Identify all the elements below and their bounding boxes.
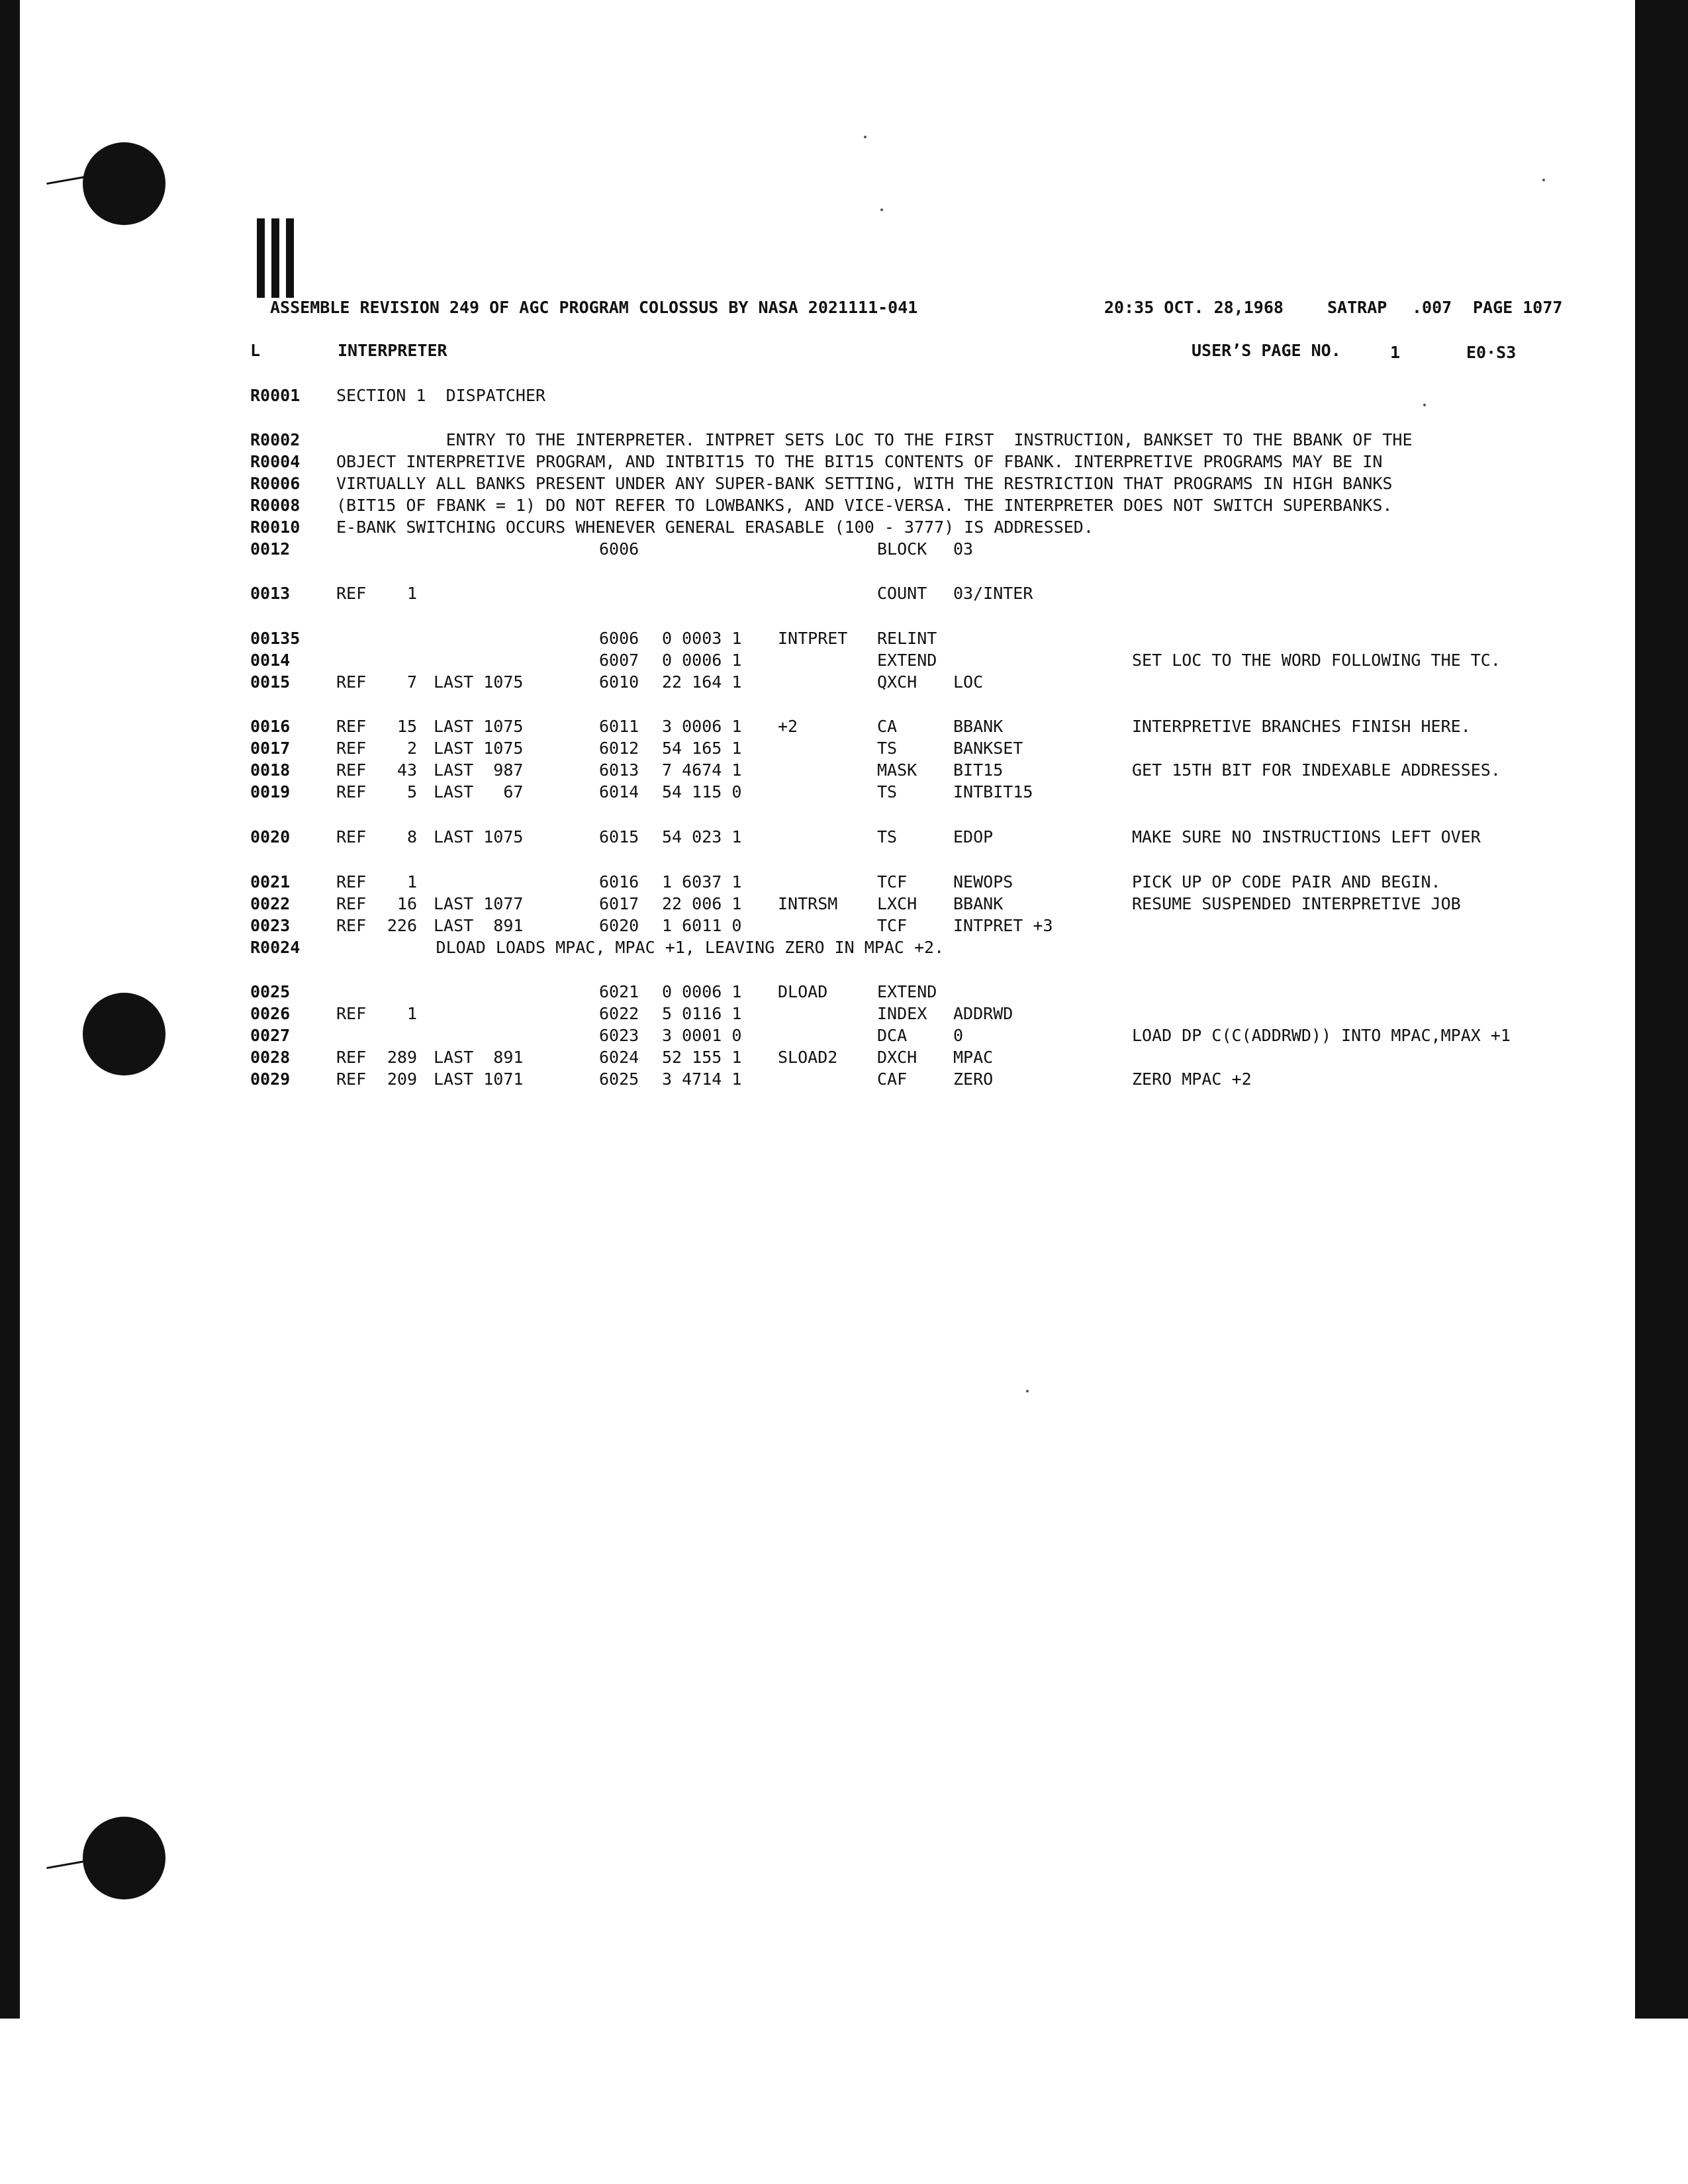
user-page-label: USER’S PAGE NO. [1192, 341, 1341, 360]
listing-row [0, 982, 1589, 1002]
opcode: TS [877, 827, 898, 846]
line-id: 0016 [250, 717, 291, 736]
binding-mark [271, 218, 279, 298]
line-id: R0004 [250, 452, 301, 471]
ref-count: 1 [406, 872, 417, 891]
ref-count: 5 [406, 782, 417, 801]
operand: BIT15 [953, 760, 1004, 780]
ref-label: REF [336, 760, 367, 780]
line-id: R0024 [250, 938, 301, 957]
operand: 03 [953, 539, 974, 559]
symbol-label: INTPRET [778, 629, 848, 648]
punch-hole-bottom [83, 1817, 165, 1899]
ref-label: REF [336, 717, 367, 736]
symbol-label: SLOAD2 [778, 1048, 838, 1067]
octal-code: 3 0001 0 [662, 1026, 742, 1045]
ref-count: 1 [406, 584, 417, 603]
listing-row [0, 938, 1589, 958]
ref-count: 8 [406, 827, 417, 846]
ref-count: 226 [387, 916, 417, 935]
operand: BBANK [953, 717, 1004, 736]
listing-row [0, 518, 1589, 537]
line-text: (BIT15 OF FBANK = 1) DO NOT REFER TO LOWBANKS, AND VICE-VERSA. THE INTERPRETER DOES NOT SWITCH SUPERBANKS. [336, 496, 1393, 515]
last-ref: LAST 1075 [434, 717, 524, 736]
address: 6023 [599, 1026, 639, 1045]
comment: ZERO MPAC +2 [1132, 1069, 1252, 1089]
opcode: TCF [877, 916, 908, 935]
opcode: QXCH [877, 672, 917, 692]
octal-code: 1 6037 1 [662, 872, 742, 891]
ref-label: REF [336, 672, 367, 692]
listing-row [0, 916, 1589, 936]
ref-count: 289 [387, 1048, 417, 1067]
line-id: 00135 [250, 629, 301, 648]
operand: MPAC [953, 1048, 994, 1067]
line-id: 0018 [250, 760, 291, 780]
octal-code: 0 0006 1 [662, 651, 742, 670]
ref-count: 7 [406, 672, 417, 692]
opcode: EXTEND [877, 982, 937, 1001]
line-id: 0014 [250, 651, 291, 670]
last-ref: LAST 1075 [434, 672, 524, 692]
operand: BBANK [953, 894, 1004, 913]
operand: 0 [953, 1026, 964, 1045]
scan-speck [864, 136, 867, 138]
operand: NEWOPS [953, 872, 1013, 891]
header-title-line: ASSEMBLE REVISION 249 OF AGC PROGRAM COLOSSUS BY NASA 2021111-041 [270, 298, 918, 317]
line-text: OBJECT INTERPRETIVE PROGRAM, AND INTBIT15 TO THE BIT15 CONTENTS OF FBANK. INTERPRETIVE PROGRAMS MAY BE IN [336, 452, 1383, 471]
octal-code: 5 0116 1 [662, 1004, 742, 1023]
comment: PICK UP OP CODE PAIR AND BEGIN. [1132, 872, 1441, 891]
ref-label: REF [336, 827, 367, 846]
operand: BANKSET [953, 739, 1023, 758]
address: 6014 [599, 782, 639, 801]
ref-label: REF [336, 1069, 367, 1089]
user-page-code: E0·S3 [1466, 343, 1517, 362]
operand: INTBIT15 [953, 782, 1033, 801]
line-id: 0020 [250, 827, 291, 846]
ref-count: 16 [397, 894, 417, 913]
line-id: R0010 [250, 518, 301, 537]
line-text: SECTION 1 DISPATCHER [336, 386, 546, 405]
line-id: 0028 [250, 1048, 291, 1067]
symbol-label: DLOAD [778, 982, 828, 1001]
ref-label: REF [336, 782, 367, 801]
listing-row [0, 539, 1589, 559]
ref-count: 43 [397, 760, 417, 780]
address: 6011 [599, 717, 639, 736]
operand: ADDRWD [953, 1004, 1013, 1023]
address: 6017 [599, 894, 639, 913]
last-ref: LAST 987 [434, 760, 524, 780]
line-id: 0015 [250, 672, 291, 692]
section-name: INTERPRETER [338, 341, 447, 360]
ref-count: 209 [387, 1069, 417, 1089]
user-page-number: 1 [1390, 343, 1401, 362]
address: 6024 [599, 1048, 639, 1067]
line-id: 0029 [250, 1069, 291, 1089]
line-id: 0013 [250, 584, 291, 603]
binding-mark [286, 218, 294, 298]
scan-border-right [1635, 0, 1688, 2019]
operand: EDOP [953, 827, 994, 846]
ref-label: REF [336, 739, 367, 758]
operand: 03/INTER [953, 584, 1033, 603]
listing-row [0, 629, 1589, 649]
address: 6006 [599, 539, 639, 559]
address: 6020 [599, 916, 639, 935]
address: 6006 [599, 629, 639, 648]
line-id: 0027 [250, 1026, 291, 1045]
address: 6021 [599, 982, 639, 1001]
line-text: ENTRY TO THE INTERPRETER. INTPRET SETS LOC TO THE FIRST INSTRUCTION, BANKSET TO THE BBANK OF THE [336, 430, 1413, 449]
line-id: 0025 [250, 982, 291, 1001]
scan-speck [1026, 1390, 1029, 1392]
ref-label: REF [336, 894, 367, 913]
listing-row [0, 872, 1589, 892]
opcode: LXCH [877, 894, 917, 913]
comment: GET 15TH BIT FOR INDEXABLE ADDRESSES. [1132, 760, 1501, 780]
opcode: CA [877, 717, 898, 736]
last-ref: LAST 891 [434, 916, 524, 935]
symbol-label: INTRSM [778, 894, 838, 913]
octal-code: 22 164 1 [662, 672, 742, 692]
last-ref: LAST 1075 [434, 827, 524, 846]
opcode: BLOCK [877, 539, 927, 559]
line-id: 0021 [250, 872, 291, 891]
address: 6025 [599, 1069, 639, 1089]
opcode: TCF [877, 872, 908, 891]
scan-speck [1542, 179, 1545, 181]
line-id: 0026 [250, 1004, 291, 1023]
punch-hole-top [83, 142, 165, 225]
octal-code: 1 6011 0 [662, 916, 742, 935]
octal-code: 0 0006 1 [662, 982, 742, 1001]
listing-row [0, 474, 1589, 494]
listing-row [0, 717, 1589, 737]
ref-label: REF [336, 872, 367, 891]
line-id: 0022 [250, 894, 291, 913]
listing-row [0, 1026, 1589, 1046]
listing-row [0, 452, 1589, 472]
listing-row [0, 739, 1589, 758]
line-id: 0017 [250, 739, 291, 758]
opcode: CAF [877, 1069, 908, 1089]
line-id: R0006 [250, 474, 301, 493]
line-id: 0023 [250, 916, 291, 935]
octal-code: 54 115 0 [662, 782, 742, 801]
symbol-label: +2 [778, 717, 798, 736]
line-id: 0012 [250, 539, 291, 559]
listing-row [0, 894, 1589, 914]
address: 6022 [599, 1004, 639, 1023]
comment: INTERPRETIVE BRANCHES FINISH HERE. [1132, 717, 1471, 736]
octal-code: 52 155 1 [662, 1048, 742, 1067]
comment: MAKE SURE NO INSTRUCTIONS LEFT OVER [1132, 827, 1481, 846]
header-timestamp: 20:35 OCT. 28,1968 [1104, 298, 1284, 317]
listing-row [0, 827, 1589, 847]
opcode: TS [877, 782, 898, 801]
octal-code: 3 4714 1 [662, 1069, 742, 1089]
octal-code: 54 023 1 [662, 827, 742, 846]
operand: INTPRET +3 [953, 916, 1053, 935]
ref-label: REF [336, 1048, 367, 1067]
opcode: DCA [877, 1026, 908, 1045]
header-page: PAGE 1077 [1473, 298, 1563, 317]
listing-row [0, 430, 1589, 450]
line-text: DLOAD LOADS MPAC, MPAC +1, LEAVING ZERO IN MPAC +2. [336, 938, 945, 957]
comment: SET LOC TO THE WORD FOLLOWING THE TC. [1132, 651, 1501, 670]
binding-mark [257, 218, 265, 298]
listing-row [0, 496, 1589, 516]
ref-count: 1 [406, 1004, 417, 1023]
listing-row [0, 782, 1589, 802]
listing-row [0, 584, 1589, 604]
last-ref: LAST 1077 [434, 894, 524, 913]
listing-row [0, 1069, 1589, 1089]
subheader-flag: L [250, 341, 261, 360]
listing-row [0, 386, 1589, 406]
address: 6015 [599, 827, 639, 846]
octal-code: 0 0003 1 [662, 629, 742, 648]
address: 6012 [599, 739, 639, 758]
address: 6007 [599, 651, 639, 670]
line-text: E-BANK SWITCHING OCCURS WHENEVER GENERAL ERASABLE (100 - 3777) IS ADDRESSED. [336, 518, 1094, 537]
listing-row [0, 651, 1589, 670]
last-ref: LAST 891 [434, 1048, 524, 1067]
opcode: INDEX [877, 1004, 927, 1023]
ref-label: REF [336, 584, 367, 603]
scan-speck [880, 208, 883, 211]
ref-label: REF [336, 1004, 367, 1023]
octal-code: 7 4674 1 [662, 760, 742, 780]
opcode: EXTEND [877, 651, 937, 670]
line-id: R0001 [250, 386, 301, 405]
ref-count: 2 [406, 739, 417, 758]
ref-label: REF [336, 916, 367, 935]
header-version: .007 [1412, 298, 1452, 317]
listing-row [0, 1004, 1589, 1024]
opcode: DXCH [877, 1048, 917, 1067]
line-id: R0008 [250, 496, 301, 515]
listing-row [0, 672, 1589, 692]
line-id: 0019 [250, 782, 291, 801]
header-program: SATRAP [1327, 298, 1387, 317]
opcode: MASK [877, 760, 917, 780]
address: 6010 [599, 672, 639, 692]
operand: ZERO [953, 1069, 994, 1089]
octal-code: 3 0006 1 [662, 717, 742, 736]
line-text: VIRTUALLY ALL BANKS PRESENT UNDER ANY SUPER-BANK SETTING, WITH THE RESTRICTION THAT PROGRAMS IN HIGH BANKS [336, 474, 1393, 493]
address: 6013 [599, 760, 639, 780]
last-ref: LAST 1071 [434, 1069, 524, 1089]
last-ref: LAST 1075 [434, 739, 524, 758]
comment: LOAD DP C(C(ADDRWD)) INTO MPAC,MPAX +1 [1132, 1026, 1511, 1045]
address: 6016 [599, 872, 639, 891]
line-id: R0002 [250, 430, 301, 449]
ref-count: 15 [397, 717, 417, 736]
octal-code: 22 006 1 [662, 894, 742, 913]
octal-code: 54 165 1 [662, 739, 742, 758]
last-ref: LAST 67 [434, 782, 524, 801]
listing-row [0, 760, 1589, 780]
opcode: RELINT [877, 629, 937, 648]
operand: LOC [953, 672, 984, 692]
opcode: COUNT [877, 584, 927, 603]
comment: RESUME SUSPENDED INTERPRETIVE JOB [1132, 894, 1461, 913]
opcode: TS [877, 739, 898, 758]
listing-row [0, 1048, 1589, 1068]
